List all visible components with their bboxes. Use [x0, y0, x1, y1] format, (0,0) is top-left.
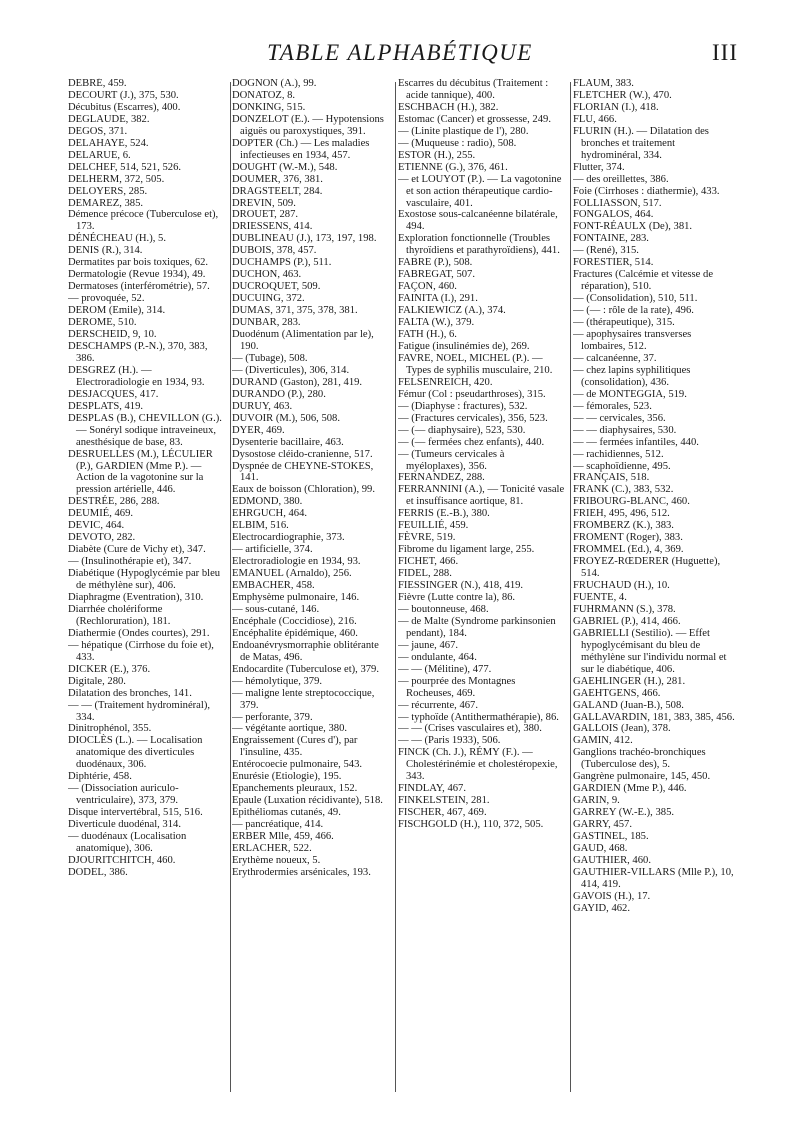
index-entry: FISCHER, 467, 469. — [398, 807, 487, 819]
index-entry: DONATOZ, 8. — [232, 89, 296, 101]
index-entry: — de MONTEGGIA, 519. — [573, 388, 687, 400]
index-entry: DESJACQUES, 417. — [68, 388, 159, 400]
index-entry: DRIESSENS, 414. — [232, 221, 313, 233]
index-entry: — des oreillettes, 386. — [573, 173, 669, 185]
index-entry: GAUTHIER-VILLARS (Mlle P.), 10, 414, 419. — [573, 866, 734, 890]
index-entry: DESRUELLES (M.), LÉCULIER (P.), GARDIEN (Mme P.). — Action de la vagotonine sur la pression artérielle, 446. — [68, 448, 213, 496]
index-entry: GABRIEL (P.), 414, 466. — [573, 615, 681, 627]
index-entry: — — (Crises vasculaires et), 380. — [398, 723, 542, 735]
index-entry: Dyspnée de CHEYNE-STOKES, 141. — [232, 460, 374, 484]
index-entry: GABRIELLI (Sestilio). — Effet hypoglycémisant du bleu de méthylène sur l'individu normal et sur le diabétique, 406. — [573, 627, 727, 675]
index-entry: — (— fermées chez enfants), 440. — [398, 436, 545, 448]
index-entry: Gangrène pulmonaire, 145, 450. — [573, 771, 711, 783]
index-entry: DESTRÉE, 286, 288. — [68, 496, 160, 508]
index-entry: Fémur (Col : pseudarthroses), 315. — [398, 388, 546, 400]
index-entry: FICHET, 466. — [398, 556, 459, 568]
index-entry: Endoanévrysmorraphie oblitérante de Matas, 496. — [232, 639, 379, 663]
index-entry: Diabétique (Hypoglycémie par bleu de méthylène sur), 406. — [68, 568, 221, 592]
index-entry: DESGREZ (H.). — Electroradiologie en 1934, 93. — [68, 364, 205, 388]
index-entry: DEROME, 510. — [68, 317, 137, 329]
index-entry: GARRY, 457. — [573, 819, 632, 831]
index-entry: — boutonneuse, 468. — [398, 603, 489, 615]
index-entry: GAUD, 468. — [573, 843, 628, 854]
index-entry: Dilatation des bronches, 141. — [68, 687, 192, 699]
index-entry: DOGNON (A.), 99. — [232, 78, 317, 89]
index-entry: EMANUEL (Arnaldo), 256. — [232, 568, 352, 580]
index-entry: — fémorales, 523. — [573, 400, 652, 412]
index-entry: GARIN, 9. — [573, 795, 620, 807]
index-entry: FALTA (W.), 379. — [398, 317, 475, 329]
index-entry: GALAND (Juan-B.), 508. — [573, 699, 684, 711]
index-entry: — hémolytique, 379. — [232, 675, 323, 687]
index-entry: ERBER Mlle, 459, 466. — [232, 831, 334, 843]
index-entry: GAVOIS (H.), 17. — [573, 890, 651, 902]
index-entry: — maligne lente streptococcique, 379. — [232, 687, 375, 711]
index-entry: FERNANDEZ, 288. — [398, 472, 485, 484]
index-entry: GALLAVARDIN, 181, 383, 385, 456. — [573, 711, 735, 723]
index-entry: DUCROQUET, 509. — [232, 281, 321, 293]
index-entry: — (Linite plastique de l'), 280. — [398, 125, 529, 137]
index-entry: — hépatique (Cirrhose du foie et), 433. — [68, 639, 214, 663]
index-entry: ESCHBACH (H.), 382. — [398, 101, 499, 113]
index-entry: FABREGAT, 507. — [398, 269, 476, 281]
index-entry: DUCHAMPS (P.), 511. — [232, 257, 332, 269]
page-title: TABLE ALPHABÉTIQUE — [267, 40, 533, 65]
index-entry: — chez lapins syphilitiques (consolidation), 436. — [573, 364, 691, 388]
index-column-2 — [232, 78, 391, 1138]
index-entry: FONGALOS, 464. — [573, 209, 654, 221]
index-entry: — ondulante, 464. — [398, 651, 477, 663]
index-entry: FRUCHAUD (H.), 10. — [573, 580, 670, 592]
index-columns — [68, 78, 736, 1138]
index-entry: DEGOS, 371. — [68, 125, 128, 137]
index-entry: DODEL, 386. — [68, 866, 128, 878]
index-entry: GAUTHIER, 460. — [573, 854, 651, 866]
index-entry: DECOURT (J.), 375, 530. — [68, 89, 179, 101]
index-entry: FRANÇAIS, 518. — [573, 472, 650, 484]
index-entry: Encéphalite épidémique, 460. — [232, 627, 358, 639]
index-entry: ELBIM, 516. — [232, 520, 289, 532]
index-entry: DEBRÉ, 459. — [68, 78, 127, 89]
index-entry: DUBOIS, 378, 457. — [232, 245, 317, 257]
index-entry: Décubitus (Escarres), 400. — [68, 101, 181, 113]
index-entry: — pancréatique, 414. — [232, 819, 324, 831]
index-entry: Dermatologie (Revue 1934), 49. — [68, 269, 206, 281]
index-entry: DELHERM, 372, 505. — [68, 173, 165, 185]
index-entry: FERRANNINI (A.), — Tonicité vasale et insuffisance aortique, 81. — [398, 484, 565, 508]
index-entry: ERLACHER, 522. — [232, 843, 312, 854]
index-entry: DUNBAR, 283. — [232, 317, 301, 329]
index-entry: DELOYERS, 285. — [68, 185, 148, 197]
index-entry: FELSENREICH, 420. — [398, 376, 493, 388]
index-entry: — apophysaires transverses lombaires, 512. — [573, 329, 692, 352]
index-entry: — (René), 315. — [573, 245, 639, 257]
index-entry: Fièvre (Lutte contre la), 86. — [398, 591, 516, 603]
index-entry: FAVRE, NOEL, MICHEL (P.). — Types de syphilis musculaire, 210. — [398, 352, 553, 376]
index-entry: — typhoïde (Antithermathérapie), 86. — [398, 711, 559, 723]
index-entry: — (Dissociation auriculo-ventriculaire), 373, 379. — [68, 783, 179, 807]
index-entry: FLURIN (H.). — Dilatation des bronches et traitement hydrominéral, 334. — [573, 125, 709, 161]
index-entry: Diphtérie, 458. — [68, 771, 132, 783]
index-entry: — et LOUYOT (P.). — La vagotonine et son action thérapeutique cardio-vasculaire, 401. — [398, 173, 562, 209]
index-entry: — (Consolidation), 510, 511. — [573, 293, 698, 305]
index-entry: DESPLAS (B.), CHEVILLON (G.). — Sonéryl sodique intraveineux, anesthésique de base, 83. — [68, 412, 222, 448]
index-entry: FEUILLIÉ, 459. — [398, 520, 469, 532]
index-entry: Exostose sous-calcanéenne bilatérale, 494. — [398, 209, 558, 233]
index-entry: FALKIEWICZ (A.), 374. — [398, 305, 506, 317]
index-entry: DEUMIÉ, 469. — [68, 508, 134, 520]
index-entry: DONZELOT (E.). — Hypotensions aiguës ou paroxystiques, 391. — [232, 113, 384, 137]
index-entry: DONKING, 515. — [232, 101, 306, 113]
index-entry: Epithéliomas cutanés, 49. — [232, 807, 341, 819]
index-entry: Dermatoses (interférométrie), 57. — [68, 281, 210, 293]
index-entry: Disque intervertébral, 515, 516. — [68, 807, 203, 819]
index-entry: Epaule (Luxation récidivante), 518. — [232, 795, 383, 807]
index-entry: — duodénaux (Localisation anatomique), 306. — [68, 831, 187, 854]
index-entry: — — (Paris 1933), 506. — [398, 735, 501, 747]
index-entry: FIDEL, 288. — [398, 568, 452, 580]
index-entry: DOUMER, 376, 381. — [232, 173, 323, 185]
index-entry: ESTOR (H.), 255. — [398, 149, 476, 161]
index-entry: DESPLATS, 419. — [68, 400, 144, 412]
index-entry: FONT-RÉAULX (De), 381. — [573, 221, 693, 233]
index-entry: Démence précoce (Tuberculose et), 173. — [68, 209, 219, 233]
index-entry: FIESSINGER (N.), 418, 419. — [398, 580, 524, 592]
index-entry: Flutter, 374. — [573, 161, 625, 173]
index-entry: — (Tubage), 508. — [232, 352, 308, 364]
index-entry: GAYID, 462. — [573, 902, 630, 914]
index-entry: GARREY (W.-E.), 385. — [573, 807, 675, 819]
index-entry: — (— : rôle de la rate), 496. — [573, 305, 694, 317]
index-entry: Duodénum (Alimentation par le), 190. — [232, 329, 374, 352]
index-entry: DEVOTO, 282. — [68, 532, 136, 544]
index-entry: Electrocardiographie, 373. — [232, 532, 345, 544]
index-entry: FLAUM, 383. — [573, 78, 634, 89]
index-entry: — pourprée des Montagnes Rocheuses, 469. — [398, 675, 516, 699]
index-entry: Dinitrophénol, 355. — [68, 723, 152, 735]
index-entry: — (thérapeutique), 315. — [573, 317, 675, 329]
index-entry: FÈVRE, 519. — [398, 532, 456, 544]
index-entry: — (Tumeurs cervicales à myéloplaxes), 356. — [398, 448, 505, 472]
index-entry: — (Diverticules), 306, 314. — [232, 364, 350, 376]
index-entry: — provoquée, 52. — [68, 293, 145, 305]
index-entry: Dysostose cléido-cranienne, 517. — [232, 448, 373, 460]
index-entry: DEGLAUDE, 382. — [68, 113, 150, 125]
index-entry: — (Diaphyse : fractures), 532. — [398, 400, 528, 412]
index-entry: FROMBERZ (K.), 383. — [573, 520, 674, 532]
index-entry: DOPTER (Ch.) — Les maladies infectieuses en 1934, 457. — [232, 137, 370, 161]
index-entry: — (Fractures cervicales), 356, 523. — [398, 412, 548, 424]
index-entry: FLORIAN (I.), 418. — [573, 101, 659, 113]
index-entry: — perforante, 379. — [232, 711, 313, 723]
index-entry: DYER, 469. — [232, 424, 285, 436]
index-entry: EMBACHER, 458. — [232, 580, 315, 592]
index-entry: FLETCHER (W.), 470. — [573, 89, 672, 101]
index-entry: FORESTIER, 514. — [573, 257, 654, 269]
index-entry: Dermatites par bois toxiques, 62. — [68, 257, 209, 269]
page-number: III — [712, 40, 738, 65]
index-entry: FRANK (C.), 383, 532. — [573, 484, 674, 496]
index-entry: DUVOIR (M.), 506, 508. — [232, 412, 340, 424]
index-entry: EHRGUCH, 464. — [232, 508, 308, 520]
index-entry: FAINITA (I.), 291. — [398, 293, 478, 305]
index-entry: FINCK (Ch. J.), RÉMY (F.). — Cholestérinémie et cholestéropexie, 343. — [398, 747, 558, 783]
index-entry: DUCUING, 372. — [232, 293, 305, 305]
index-entry: — — fermées infantiles, 440. — [573, 436, 699, 448]
index-entry: Fibrome du ligament large, 255. — [398, 544, 535, 556]
index-entry: — rachidiennes, 512. — [573, 448, 664, 460]
index-entry: — — (Traitement hydrominéral), 334. — [68, 699, 211, 723]
index-entry: FABRE (P.), 508. — [398, 257, 473, 269]
index-entry: — — cervicales, 356. — [573, 412, 666, 424]
index-entry: FONTAINE, 283. — [573, 233, 649, 245]
index-entry: Encéphale (Coccidiose), 216. — [232, 615, 357, 627]
index-entry: Fatigue (insulinémies de), 269. — [398, 340, 530, 352]
index-entry: Emphysème pulmonaire, 146. — [232, 591, 360, 603]
index-entry: DREVIN, 509. — [232, 197, 296, 209]
index-entry: EDMOND, 380. — [232, 496, 303, 508]
index-entry: — sous-cutané, 146. — [232, 603, 320, 615]
index-entry: — — (Mélitine), 477. — [398, 663, 492, 675]
index-entry: Digitale, 280. — [68, 675, 126, 687]
index-entry: GAEHLINGER (H.), 281. — [573, 675, 686, 687]
index-entry: Enurésie (Etiologie), 195. — [232, 771, 342, 783]
index-entry: FRIBOURG-BLANC, 460. — [573, 496, 690, 508]
index-entry: FRIEH, 495, 496, 512. — [573, 508, 670, 520]
index-entry: — (Insulinothérapie et), 347. — [68, 556, 192, 568]
index-entry: — de Malte (Syndrome parkinsonien pendant), 184. — [398, 615, 556, 639]
index-entry: Estomac (Cancer) et grossesse, 249. — [398, 113, 551, 125]
index-entry: GARDIEN (Mme P.), 446. — [573, 783, 687, 795]
index-entry: FUENTE, 4. — [573, 591, 627, 603]
index-entry: FISCHGOLD (H.), 110, 372, 505. — [398, 819, 544, 831]
index-entry: GASTINEL, 185. — [573, 831, 649, 843]
index-entry: DIOCLÈS (L.). — Localisation anatomique des diverticules duodénaux, 306. — [68, 735, 203, 771]
index-entry: Electroradiologie en 1934, 93. — [232, 556, 361, 568]
index-entry: FROYEZ-RŒDERER (Huguette), 514. — [573, 556, 721, 580]
index-entry: Diabète (Cure de Vichy et), 347. — [68, 544, 206, 556]
index-entry: — artificielle, 374. — [232, 544, 313, 556]
index-entry: FINDLAY, 467. — [398, 783, 466, 795]
index-entry: — scaphoïdienne, 495. — [573, 460, 671, 472]
index-entry: DELAHAYE, 524. — [68, 137, 149, 149]
index-entry: FLU, 466. — [573, 113, 617, 125]
index-entry: FAÇON, 460. — [398, 281, 457, 293]
index-entry: — (Muqueuse : radio), 508. — [398, 137, 517, 149]
index-entry: FROMENT (Roger), 383. — [573, 532, 683, 544]
index-entry: Diathermie (Ondes courtes), 291. — [68, 627, 210, 639]
index-entry: Escarres du décubitus (Traitement : acide tannique), 400. — [398, 78, 549, 101]
index-entry: DÉNÉCHEAU (H.), 5. — [68, 233, 166, 245]
index-entry: DENIS (R.), 314. — [68, 245, 143, 257]
index-entry: Foie (Cirrhoses : diathermie), 433. — [573, 185, 720, 197]
index-column-1 — [68, 78, 226, 1138]
index-entry: Erythème noueux, 5. — [232, 854, 321, 866]
index-entry: Exploration fonctionnelle (Troubles thyroïdiens et parathyroïdiens), 441. — [398, 233, 560, 257]
index-entry: Fractures (Calcémie et vitesse de réparation), 510. — [573, 269, 714, 293]
index-entry: GAMIN, 412. — [573, 735, 633, 747]
index-entry: DURAND (Gaston), 281, 419. — [232, 376, 363, 388]
index-entry: — jaune, 467. — [398, 639, 459, 651]
index-entry: — calcanéenne, 37. — [573, 352, 657, 364]
index-entry: FROMMEL (Ed.), 4, 369. — [573, 544, 684, 556]
index-entry: DUBLINEAU (J.), 173, 197, 198. — [232, 233, 377, 245]
index-entry: DELARUE, 6. — [68, 149, 131, 161]
index-entry: Dysenterie bacillaire, 463. — [232, 436, 344, 448]
index-entry: DESCHAMPS (P.-N.), 370, 383, 386. — [68, 340, 208, 364]
index-entry: DURANDO (P.), 280. — [232, 388, 326, 400]
index-entry: Diverticule duodénal, 314. — [68, 819, 181, 831]
index-entry: ETIENNE (G.), 376, 461. — [398, 161, 508, 173]
index-entry: Diaphragme (Eventration), 310. — [68, 591, 204, 603]
index-entry: DJOURITCHITCH, 460. — [68, 854, 176, 866]
index-entry: Eaux de boisson (Chloration), 99. — [232, 484, 375, 496]
index-entry: DUMAS, 371, 375, 378, 381. — [232, 305, 358, 317]
index-entry: — (— diaphysaire), 523, 530. — [398, 424, 526, 436]
index-entry: FOLLIASSON, 517. — [573, 197, 662, 209]
index-entry: DEROM (Emile), 314. — [68, 305, 166, 317]
index-entry: DRAGSTEELT, 284. — [232, 185, 323, 197]
page-header — [0, 40, 800, 76]
index-entry: DURUY, 463. — [232, 400, 293, 412]
index-entry: DERSCHEID, 9, 10. — [68, 329, 157, 341]
index-entry: Ganglions trachéo-bronchiques (Tuberculose des), 5. — [573, 747, 706, 771]
index-entry: DEVIC, 464. — [68, 520, 125, 532]
index-entry: DEMAREZ, 385. — [68, 197, 144, 209]
index-column-4 — [573, 78, 736, 1138]
index-entry: Endocardite (Tuberculose et), 379. — [232, 663, 379, 675]
index-entry: DUCHON, 463. — [232, 269, 302, 281]
index-entry: — récurrente, 467. — [398, 699, 479, 711]
index-entry: DICKER (E.), 376. — [68, 663, 151, 675]
index-entry: — — diaphysaires, 530. — [573, 424, 677, 436]
index-entry: DROUET, 287. — [232, 209, 299, 221]
index-column-3 — [398, 78, 565, 1138]
index-entry: FUHRMANN (S.), 378. — [573, 603, 676, 615]
index-entry: FATH (H.), 6. — [398, 329, 457, 341]
index-entry: FINKELSTEIN, 281. — [398, 795, 490, 807]
index-entry: GALLOIS (Jean), 378. — [573, 723, 671, 735]
index-entry: Entérocoecie pulmonaire, 543. — [232, 759, 363, 771]
index-entry: DELCHEF, 514, 521, 526. — [68, 161, 182, 173]
index-entry: GAEHTGENS, 466. — [573, 687, 661, 699]
index-entry: Engraissement (Cures d'), par l'insuline, 435. — [232, 735, 358, 759]
index-entry: FERRIS (E.-B.), 380. — [398, 508, 490, 520]
index-entry: Epanchements pleuraux, 152. — [232, 783, 358, 795]
index-entry: Erythrodermies arsénicales, 193. — [232, 866, 371, 878]
index-entry: Diarrhée cholériforme (Rechloruration), 181. — [68, 603, 171, 627]
index-entry: — végétante aortique, 380. — [232, 723, 348, 735]
index-entry: DOUGHT (W.-M.), 548. — [232, 161, 338, 173]
